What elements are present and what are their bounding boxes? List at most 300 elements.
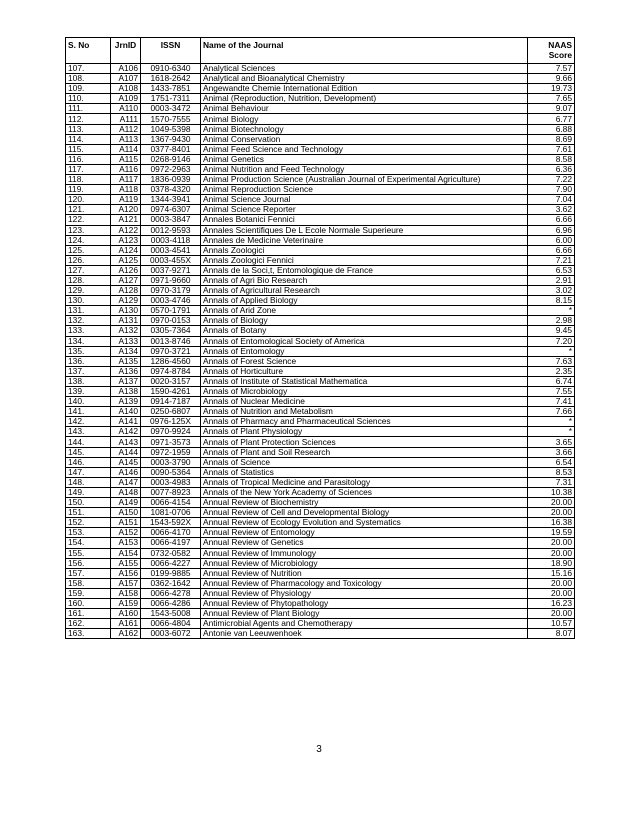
cell-sno: 151. xyxy=(66,508,111,518)
cell-sno: 140. xyxy=(66,397,111,407)
cell-journal-name: Animal Conservation xyxy=(201,134,528,144)
cell-naas-score: 20.00 xyxy=(528,508,575,518)
cell-issn: 0732-0582 xyxy=(141,548,201,558)
cell-issn: 1543-5008 xyxy=(141,609,201,619)
cell-journal-name: Annual Review of Ecology Evolution and Systematics xyxy=(201,518,528,528)
cell-sno: 160. xyxy=(66,598,111,608)
cell-jrnid: A147 xyxy=(111,477,141,487)
cell-issn: 0972-1959 xyxy=(141,447,201,457)
cell-naas-score: 2.98 xyxy=(528,316,575,326)
cell-journal-name: Annals of Agricultural Research xyxy=(201,286,528,296)
cell-sno: 128. xyxy=(66,275,111,285)
cell-issn: 0003-4118 xyxy=(141,235,201,245)
cell-naas-score: 10.57 xyxy=(528,619,575,629)
cell-naas-score: 20.00 xyxy=(528,609,575,619)
cell-jrnid: A149 xyxy=(111,498,141,508)
cell-naas-score: 7.22 xyxy=(528,175,575,185)
cell-naas-score: 6.00 xyxy=(528,235,575,245)
table-row xyxy=(66,316,575,326)
cell-sno: 124. xyxy=(66,235,111,245)
cell-jrnid: A108 xyxy=(111,84,141,94)
table-row xyxy=(66,326,575,336)
cell-journal-name: Annual Review of Physiology xyxy=(201,588,528,598)
cell-sno: 131. xyxy=(66,306,111,316)
cell-sno: 134. xyxy=(66,336,111,346)
cell-sno: 125. xyxy=(66,245,111,255)
cell-sno: 136. xyxy=(66,356,111,366)
cell-journal-name: Annals of Nuclear Medicine xyxy=(201,397,528,407)
cell-sno: 116. xyxy=(66,154,111,164)
cell-sno: 154. xyxy=(66,538,111,548)
cell-journal-name: Annual Review of Genetics xyxy=(201,538,528,548)
cell-jrnid: A159 xyxy=(111,598,141,608)
cell-jrnid: A121 xyxy=(111,215,141,225)
cell-jrnid: A151 xyxy=(111,518,141,528)
cell-jrnid: A129 xyxy=(111,296,141,306)
cell-issn: 0003-4541 xyxy=(141,245,201,255)
cell-issn: 1543-592X xyxy=(141,518,201,528)
header-jrnid: JrnID xyxy=(111,38,141,64)
cell-journal-name: Animal Nutrition and Feed Technology xyxy=(201,164,528,174)
cell-issn: 0970-0153 xyxy=(141,316,201,326)
cell-naas-score: * xyxy=(528,427,575,437)
cell-sno: 117. xyxy=(66,164,111,174)
cell-journal-name: Annual Review of Immunology xyxy=(201,548,528,558)
cell-naas-score: 19.59 xyxy=(528,528,575,538)
cell-sno: 120. xyxy=(66,195,111,205)
cell-journal-name: Annual Review of Pharmacology and Toxicology xyxy=(201,578,528,588)
table-body xyxy=(66,64,575,639)
header-naas-score xyxy=(528,38,575,64)
cell-sno: 114. xyxy=(66,134,111,144)
page-number: 3 xyxy=(316,744,322,755)
table-row xyxy=(66,376,575,386)
table-row xyxy=(66,114,575,124)
table-row xyxy=(66,387,575,397)
table-row xyxy=(66,275,575,285)
cell-issn: 0974-8784 xyxy=(141,366,201,376)
cell-naas-score: 6.74 xyxy=(528,376,575,386)
cell-issn: 0974-6307 xyxy=(141,205,201,215)
cell-journal-name: Antonie van Leeuwenhoek xyxy=(201,629,528,639)
cell-issn: 0003-455X xyxy=(141,255,201,265)
cell-issn: 0090-5364 xyxy=(141,467,201,477)
cell-journal-name: Annals Zoologici xyxy=(201,245,528,255)
cell-issn: 0378-4320 xyxy=(141,185,201,195)
cell-jrnid: A126 xyxy=(111,265,141,275)
cell-journal-name: Analytical and Bioanalytical Chemistry xyxy=(201,74,528,84)
cell-issn: 1344-3941 xyxy=(141,195,201,205)
table-row xyxy=(66,508,575,518)
cell-jrnid: A141 xyxy=(111,417,141,427)
cell-issn: 0066-4170 xyxy=(141,528,201,538)
cell-issn: 0003-4983 xyxy=(141,477,201,487)
cell-naas-score: 20.00 xyxy=(528,498,575,508)
cell-issn: 0066-4227 xyxy=(141,558,201,568)
table-row xyxy=(66,427,575,437)
cell-sno: 146. xyxy=(66,457,111,467)
table-row xyxy=(66,134,575,144)
cell-issn: 0003-3790 xyxy=(141,457,201,467)
table-row xyxy=(66,447,575,457)
cell-journal-name: Annales de Medicine Veterinaire xyxy=(201,235,528,245)
table-row xyxy=(66,356,575,366)
cell-issn: 0037-9271 xyxy=(141,265,201,275)
table-row xyxy=(66,578,575,588)
cell-issn: 0077-8923 xyxy=(141,487,201,497)
cell-sno: 156. xyxy=(66,558,111,568)
header-sno: S. No xyxy=(66,38,111,64)
cell-issn: 0362-1642 xyxy=(141,578,201,588)
table-row xyxy=(66,629,575,639)
cell-issn: 0020-3157 xyxy=(141,376,201,386)
cell-issn: 1751-7311 xyxy=(141,94,201,104)
table-row xyxy=(66,538,575,548)
cell-journal-name: Annual Review of Phytopathology xyxy=(201,598,528,608)
cell-naas-score: 18.90 xyxy=(528,558,575,568)
cell-jrnid: A134 xyxy=(111,346,141,356)
cell-jrnid: A125 xyxy=(111,255,141,265)
cell-journal-name: Angewandte Chemie International Edition xyxy=(201,84,528,94)
cell-journal-name: Annals of Plant Physiology xyxy=(201,427,528,437)
cell-naas-score: 7.31 xyxy=(528,477,575,487)
cell-sno: 113. xyxy=(66,124,111,134)
cell-journal-name: Animal Behaviour xyxy=(201,104,528,114)
cell-naas-score: 15.16 xyxy=(528,568,575,578)
cell-jrnid: A106 xyxy=(111,64,141,74)
cell-jrnid: A111 xyxy=(111,114,141,124)
cell-issn: 0003-3847 xyxy=(141,215,201,225)
cell-sno: 139. xyxy=(66,387,111,397)
cell-jrnid: A112 xyxy=(111,124,141,134)
cell-naas-score: 6.53 xyxy=(528,265,575,275)
table-row xyxy=(66,568,575,578)
cell-issn: 0914-7187 xyxy=(141,397,201,407)
cell-naas-score: 8.69 xyxy=(528,134,575,144)
cell-naas-score: 7.61 xyxy=(528,144,575,154)
table-row xyxy=(66,588,575,598)
cell-sno: 110. xyxy=(66,94,111,104)
cell-sno: 129. xyxy=(66,286,111,296)
cell-naas-score: 19.73 xyxy=(528,84,575,94)
cell-issn: 0971-9660 xyxy=(141,275,201,285)
cell-issn: 0970-9924 xyxy=(141,427,201,437)
cell-jrnid: A122 xyxy=(111,225,141,235)
cell-naas-score: 9.66 xyxy=(528,74,575,84)
cell-journal-name: Annals of Biology xyxy=(201,316,528,326)
cell-journal-name: Animal Feed Science and Technology xyxy=(201,144,528,154)
cell-jrnid: A133 xyxy=(111,336,141,346)
cell-sno: 144. xyxy=(66,437,111,447)
cell-naas-score: 7.41 xyxy=(528,397,575,407)
cell-journal-name: Annales Botanici Fennici xyxy=(201,215,528,225)
table-row xyxy=(66,94,575,104)
cell-naas-score: 9.07 xyxy=(528,104,575,114)
cell-naas-score: 3.65 xyxy=(528,437,575,447)
table-row xyxy=(66,195,575,205)
cell-naas-score: 6.66 xyxy=(528,245,575,255)
cell-journal-name: Animal Reproduction Science xyxy=(201,185,528,195)
cell-naas-score: 7.66 xyxy=(528,407,575,417)
cell-journal-name: Animal (Reproduction, Nutrition, Development) xyxy=(201,94,528,104)
cell-journal-name: Animal Biology xyxy=(201,114,528,124)
table-row xyxy=(66,84,575,94)
header-naas-score-text xyxy=(530,40,572,60)
cell-journal-name: Annals of the New York Academy of Sciences xyxy=(201,487,528,497)
cell-issn: 0972-2963 xyxy=(141,164,201,174)
cell-issn: 0066-4804 xyxy=(141,619,201,629)
cell-journal-name: Annual Review of Cell and Developmental Biology xyxy=(201,508,528,518)
cell-jrnid: A118 xyxy=(111,185,141,195)
cell-naas-score: 7.21 xyxy=(528,255,575,265)
cell-jrnid: A146 xyxy=(111,467,141,477)
cell-jrnid: A138 xyxy=(111,387,141,397)
cell-journal-name: Annals of Science xyxy=(201,457,528,467)
cell-naas-score: 3.62 xyxy=(528,205,575,215)
cell-journal-name: Annals of Plant Protection Sciences xyxy=(201,437,528,447)
cell-jrnid: A119 xyxy=(111,195,141,205)
table-row xyxy=(66,74,575,84)
cell-sno: 143. xyxy=(66,427,111,437)
cell-issn: 0377-8401 xyxy=(141,144,201,154)
cell-jrnid: A115 xyxy=(111,154,141,164)
cell-naas-score: 7.04 xyxy=(528,195,575,205)
cell-journal-name: Annual Review of Nutrition xyxy=(201,568,528,578)
cell-issn: 1836-0939 xyxy=(141,175,201,185)
cell-naas-score: 20.00 xyxy=(528,588,575,598)
cell-sno: 133. xyxy=(66,326,111,336)
cell-naas-score: 6.36 xyxy=(528,164,575,174)
cell-naas-score: 6.66 xyxy=(528,215,575,225)
table-row xyxy=(66,205,575,215)
cell-issn: 0066-4286 xyxy=(141,598,201,608)
cell-sno: 163. xyxy=(66,629,111,639)
cell-naas-score: 7.65 xyxy=(528,94,575,104)
cell-jrnid: A145 xyxy=(111,457,141,467)
cell-jrnid: A154 xyxy=(111,548,141,558)
cell-jrnid: A124 xyxy=(111,245,141,255)
cell-sno: 130. xyxy=(66,296,111,306)
cell-naas-score: 7.90 xyxy=(528,185,575,195)
cell-journal-name: Annals of Microbiology xyxy=(201,387,528,397)
cell-sno: 109. xyxy=(66,84,111,94)
cell-jrnid: A161 xyxy=(111,619,141,629)
cell-naas-score: * xyxy=(528,417,575,427)
cell-journal-name: Annals of Pharmacy and Pharmaceutical Sciences xyxy=(201,417,528,427)
cell-jrnid: A114 xyxy=(111,144,141,154)
cell-naas-score: 16.23 xyxy=(528,598,575,608)
cell-issn: 1049-5398 xyxy=(141,124,201,134)
cell-issn: 0971-3573 xyxy=(141,437,201,447)
cell-journal-name: Annual Review of Entomology xyxy=(201,528,528,538)
table-row xyxy=(66,457,575,467)
cell-sno: 155. xyxy=(66,548,111,558)
cell-naas-score: 9.45 xyxy=(528,326,575,336)
cell-naas-score: 20.00 xyxy=(528,548,575,558)
cell-naas-score: 2.91 xyxy=(528,275,575,285)
cell-journal-name: Annals of Entomology xyxy=(201,346,528,356)
cell-naas-score: 7.57 xyxy=(528,64,575,74)
cell-naas-score: 7.63 xyxy=(528,356,575,366)
table-row xyxy=(66,154,575,164)
cell-jrnid: A131 xyxy=(111,316,141,326)
table-row xyxy=(66,124,575,134)
cell-jrnid: A150 xyxy=(111,508,141,518)
cell-issn: 1286-4560 xyxy=(141,356,201,366)
cell-naas-score: 10.38 xyxy=(528,487,575,497)
cell-jrnid: A142 xyxy=(111,427,141,437)
cell-jrnid: A130 xyxy=(111,306,141,316)
cell-journal-name: Annales Scientifiques De L Ecole Normale Superieure xyxy=(201,225,528,235)
cell-jrnid: A160 xyxy=(111,609,141,619)
cell-journal-name: Annals de la Soci,t, Entomologique de France xyxy=(201,265,528,275)
table-row xyxy=(66,336,575,346)
cell-naas-score: 6.54 xyxy=(528,457,575,467)
cell-jrnid: A157 xyxy=(111,578,141,588)
cell-sno: 127. xyxy=(66,265,111,275)
cell-sno: 145. xyxy=(66,447,111,457)
cell-jrnid: A162 xyxy=(111,629,141,639)
table-row xyxy=(66,255,575,265)
cell-sno: 149. xyxy=(66,487,111,497)
cell-sno: 135. xyxy=(66,346,111,356)
cell-sno: 126. xyxy=(66,255,111,265)
journal-table xyxy=(65,37,575,639)
cell-journal-name: Annual Review of Microbiology xyxy=(201,558,528,568)
cell-sno: 121. xyxy=(66,205,111,215)
table-row xyxy=(66,548,575,558)
cell-jrnid: A158 xyxy=(111,588,141,598)
table-row xyxy=(66,619,575,629)
table-row xyxy=(66,558,575,568)
cell-issn: 0003-4746 xyxy=(141,296,201,306)
cell-journal-name: Annual Review of Biochemistry xyxy=(201,498,528,508)
cell-naas-score: * xyxy=(528,306,575,316)
cell-issn: 1570-7555 xyxy=(141,114,201,124)
cell-jrnid: A156 xyxy=(111,568,141,578)
cell-jrnid: A135 xyxy=(111,356,141,366)
cell-issn: 0970-3179 xyxy=(141,286,201,296)
table-row xyxy=(66,144,575,154)
table-row xyxy=(66,245,575,255)
cell-naas-score: 6.88 xyxy=(528,124,575,134)
cell-sno: 111. xyxy=(66,104,111,114)
cell-issn: 1590-4261 xyxy=(141,387,201,397)
cell-issn: 1367-9430 xyxy=(141,134,201,144)
cell-naas-score: 20.00 xyxy=(528,578,575,588)
cell-sno: 142. xyxy=(66,417,111,427)
cell-journal-name: Annual Review of Plant Biology xyxy=(201,609,528,619)
cell-jrnid: A123 xyxy=(111,235,141,245)
cell-sno: 159. xyxy=(66,588,111,598)
cell-naas-score: 8.15 xyxy=(528,296,575,306)
header-naas-line: NAAS xyxy=(548,40,572,50)
cell-jrnid: A117 xyxy=(111,175,141,185)
cell-sno: 153. xyxy=(66,528,111,538)
cell-journal-name: Animal Genetics xyxy=(201,154,528,164)
cell-issn: 0970-3721 xyxy=(141,346,201,356)
cell-issn: 0268-9146 xyxy=(141,154,201,164)
cell-naas-score: 6.77 xyxy=(528,114,575,124)
cell-journal-name: Animal Science Journal xyxy=(201,195,528,205)
cell-journal-name: Annals of Applied Biology xyxy=(201,296,528,306)
cell-sno: 162. xyxy=(66,619,111,629)
table-row xyxy=(66,265,575,275)
cell-naas-score: 3.66 xyxy=(528,447,575,457)
cell-journal-name: Annals of Nutrition and Metabolism xyxy=(201,407,528,417)
cell-issn: 1433-7851 xyxy=(141,84,201,94)
cell-journal-name: Annals Zoologici Fennici xyxy=(201,255,528,265)
table-row xyxy=(66,467,575,477)
header-issn: ISSN xyxy=(141,38,201,64)
table-row xyxy=(66,104,575,114)
cell-journal-name: Annals of Botany xyxy=(201,326,528,336)
table-row xyxy=(66,164,575,174)
cell-issn: 0570-1791 xyxy=(141,306,201,316)
cell-issn: 0910-6340 xyxy=(141,64,201,74)
cell-naas-score: 2.35 xyxy=(528,366,575,376)
table-row xyxy=(66,346,575,356)
cell-jrnid: A155 xyxy=(111,558,141,568)
cell-naas-score: 8.07 xyxy=(528,629,575,639)
cell-journal-name: Annals of Tropical Medicine and Parasitology xyxy=(201,477,528,487)
cell-sno: 161. xyxy=(66,609,111,619)
cell-naas-score: 16.38 xyxy=(528,518,575,528)
cell-jrnid: A148 xyxy=(111,487,141,497)
cell-journal-name: Annals of Plant and Soil Research xyxy=(201,447,528,457)
cell-sno: 150. xyxy=(66,498,111,508)
cell-sno: 132. xyxy=(66,316,111,326)
cell-jrnid: A139 xyxy=(111,397,141,407)
table-row xyxy=(66,417,575,427)
cell-naas-score: 20.00 xyxy=(528,538,575,548)
cell-jrnid: A143 xyxy=(111,437,141,447)
cell-issn: 1081-0706 xyxy=(141,508,201,518)
cell-issn: 0003-3472 xyxy=(141,104,201,114)
cell-jrnid: A144 xyxy=(111,447,141,457)
cell-journal-name: Animal Production Science (Australian Journal of Experimental Agriculture) xyxy=(201,175,528,185)
cell-jrnid: A113 xyxy=(111,134,141,144)
cell-sno: 115. xyxy=(66,144,111,154)
cell-sno: 122. xyxy=(66,215,111,225)
header-score-line: Score xyxy=(548,50,572,60)
cell-issn: 0250-6807 xyxy=(141,407,201,417)
cell-jrnid: A152 xyxy=(111,528,141,538)
cell-sno: 119. xyxy=(66,185,111,195)
cell-jrnid: A127 xyxy=(111,275,141,285)
cell-journal-name: Animal Biotechnology xyxy=(201,124,528,134)
table-row xyxy=(66,235,575,245)
table-row xyxy=(66,407,575,417)
cell-naas-score: 6.96 xyxy=(528,225,575,235)
cell-naas-score: 7.20 xyxy=(528,336,575,346)
cell-sno: 108. xyxy=(66,74,111,84)
table-row xyxy=(66,397,575,407)
table-row xyxy=(66,215,575,225)
table-row xyxy=(66,487,575,497)
cell-jrnid: A109 xyxy=(111,94,141,104)
cell-issn: 0976-125X xyxy=(141,417,201,427)
table-header-row xyxy=(66,38,575,64)
cell-issn: 0066-4197 xyxy=(141,538,201,548)
cell-issn: 0003-6072 xyxy=(141,629,201,639)
cell-naas-score: 8.58 xyxy=(528,154,575,164)
cell-issn: 0013-8746 xyxy=(141,336,201,346)
cell-sno: 137. xyxy=(66,366,111,376)
cell-sno: 107. xyxy=(66,64,111,74)
table-row xyxy=(66,185,575,195)
table-row xyxy=(66,225,575,235)
